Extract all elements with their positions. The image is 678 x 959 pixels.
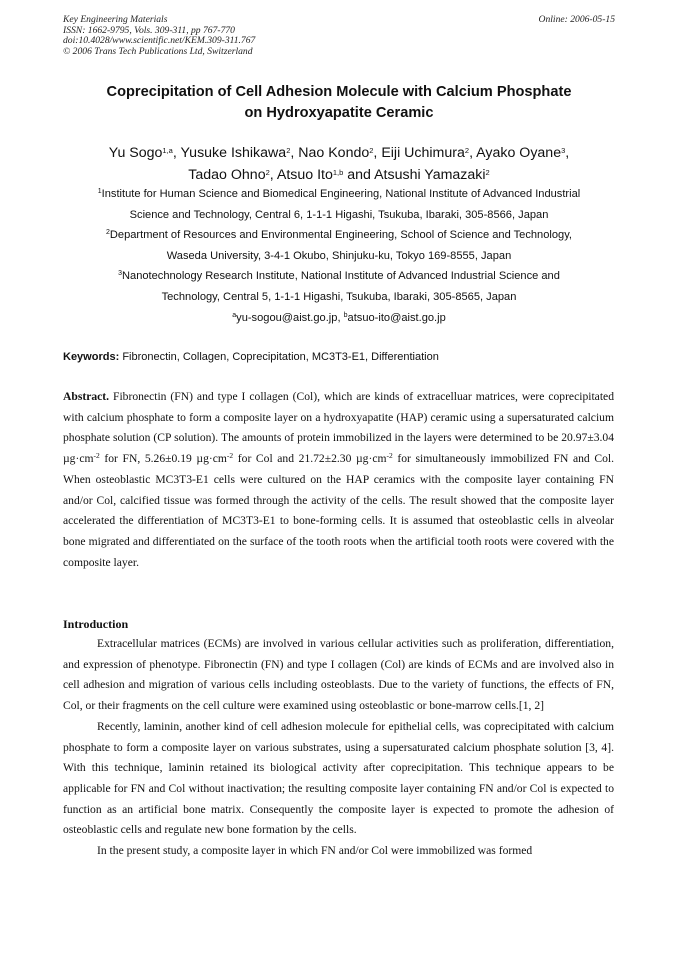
paragraph: Recently, laminin, another kind of cell adhesion molecule for epithelial cells, was coprecipitated with calcium phosphate to form a composite layer on various substrates, using a supersaturated calcium phosphate solution [3, 4]. With this technique, laminin retained its biological activity after coprecipitation. This technique appears to be applicable for FN and Col without inactivation; the resulting composite layer containing FN and/or Col is expected to function as an artificial bone matrix. Consequently the composite layer is expected to promote the adhesion of osteoblastic cells and regulate new bone formation by the cells. bbox=[63, 719, 614, 837]
author-separator: , bbox=[290, 145, 299, 161]
affiliation-3-line-2: Technology, Central 5, 1-1-1 Higashi, Tsukuba, Ibaraki, 305-8565, Japan bbox=[161, 290, 517, 303]
introduction-body bbox=[63, 634, 614, 862]
affiliation-2-line-2: Waseda University, 3-4-1 Okubo, Shinjuku-ku, Tokyo 169-8555, Japan bbox=[166, 249, 512, 262]
affiliation-1-line-1: $^1$Institute for Human Science and Biomedical Engineering, National Institute of Advanced Industrial bbox=[97, 188, 581, 200]
author-separator: , bbox=[565, 145, 570, 161]
author-separator: , bbox=[172, 145, 181, 161]
author-affiliation-mark: 2 bbox=[369, 145, 374, 155]
affiliation-mark: 1 bbox=[97, 188, 102, 196]
journal-header bbox=[63, 15, 615, 57]
author-affiliation-mark: 3 bbox=[561, 145, 566, 155]
author-name: Nao Kondo bbox=[298, 145, 370, 161]
affiliation-3-line-1: $^3$Nanotechnology Research Institute, National Institute of Advanced Industrial Science and bbox=[118, 270, 560, 283]
author-affiliation-mark: 1,b bbox=[332, 167, 344, 177]
author-affiliation-mark: 2 bbox=[464, 145, 470, 155]
author-affiliation-mark: 2 bbox=[485, 167, 490, 177]
doi-line[interactable]: doi:10.4028/www.scientific.net/KEM.309-311.767 bbox=[63, 35, 256, 47]
abstract-label: Abstract. bbox=[63, 390, 110, 403]
author-line-2 bbox=[30, 164, 648, 186]
title-line-1: Coprecipitation of Cell Adhesion Molecule with Calcium Phosphate bbox=[106, 84, 572, 100]
author-separator: and bbox=[343, 167, 375, 183]
author-name: Tadao Ohno bbox=[188, 167, 266, 183]
affiliations bbox=[40, 184, 638, 328]
paragraph: In the present study, a composite layer in which FN and/or Col were immobilized was formed bbox=[97, 844, 533, 858]
abstract: Abstract. Fibronectin (FN) and type I collagen (Col), which are kinds of extracelluar matrices, were coprecipitated with calcium phosphate to form a composite layer on a hydroxyapatite (HAP) ceramic using a supersaturated calcium phosphate solution (CP solution). The amounts of protein immobilized in the layers were determined to be 20.97±3.04 $\mu g\cdot cm^{-2}$ for FN, 5.26±0.19 $\mu g\cdot cm^{-2}$ for Col and 21.72±2.30 $\mu g\cdot cm^{-2}$ for simultaneously immobilized FN and Col. When osteoblastic MC3T3-E1 cells were cultured on the HAP ceramics with the composite layer containing FN and/or Col, calcified tissue was formed through the activity of the cells. The result showed that the composite layer accelerated the differentiation of MC3T3-E1 to bone-forming cells. It is assumed that osteoblastic cells in alveolar bone migrated and differentiated on the surface of the tooth roots when the artificial tooth roots were covered with the composite layer. bbox=[63, 390, 614, 569]
affiliation-1-line-2: Science and Technology, Central 6, 1-1-1 Higashi, Tsukuba, Ibaraki, 305-8566, Japan bbox=[129, 208, 549, 221]
affiliation-mark: 3 bbox=[118, 270, 123, 278]
keywords-label: Keywords: bbox=[63, 351, 120, 363]
title-line-2: on Hydroxyapatite Ceramic bbox=[244, 105, 434, 121]
author-name: Atsuo Ito bbox=[276, 167, 333, 183]
author-separator: , bbox=[269, 167, 277, 183]
author-list bbox=[30, 142, 648, 186]
author-name: Atsushi Yamazaki bbox=[374, 167, 486, 183]
email-a[interactable]: yu-sogou@aist.go.jp bbox=[236, 311, 338, 324]
journal-name: Key Engineering Materials bbox=[63, 14, 168, 25]
email-line: $^a$yu-sogou@aist.go.jp, $^b$atsuo-ito@aist.go.jp bbox=[232, 311, 446, 324]
copyright-line: © 2006 Trans Tech Publications Ltd, Switzerland bbox=[63, 45, 253, 57]
author-affiliation-mark: 1,a bbox=[162, 145, 173, 155]
issn-line: ISSN: 1662-9795, Vols. 309-311, pp 767-770 bbox=[63, 24, 235, 36]
affiliation-2-line-1: $^2$Department of Resources and Environmental Engineering, School of Science and Technology, bbox=[105, 229, 572, 242]
introduction-heading: Introduction bbox=[63, 617, 129, 631]
author-separator: , bbox=[469, 145, 477, 161]
author-name: Ayako Oyane bbox=[476, 145, 562, 161]
author-name: Eiji Uchimura bbox=[381, 145, 465, 161]
paragraph: Extracellular matrices (ECMs) are involved in various cellular activities such as proliferation, differentiation, and expression of phenotype. Fibronectin (FN) and type I collagen (Col) are kinds of ECMs and are involved also in cell adhesion and migration of various cells including osteoblasts. Due to the variety of functions, the effects of FN, Col, or their fragments on the cell culture were examined using osteoblastic or bone-marrow cells.[1, 2] bbox=[63, 637, 614, 713]
keywords-text: Fibronectin, Collagen, Coprecipitation, MC3T3-E1, Differentiation bbox=[122, 351, 439, 363]
keywords bbox=[63, 349, 439, 365]
author-affiliation-mark: 2 bbox=[286, 145, 291, 155]
author-name: Yu Sogo bbox=[108, 145, 163, 161]
author-line-1 bbox=[30, 142, 648, 164]
author-affiliation-mark: 2 bbox=[265, 167, 270, 177]
author-separator: , bbox=[373, 145, 382, 161]
email-b[interactable]: atsuo-ito@aist.go.jp bbox=[347, 311, 446, 324]
paper-title bbox=[40, 82, 638, 124]
affiliation-mark: 2 bbox=[105, 229, 110, 237]
online-date: Online: 2006-05-15 bbox=[538, 14, 615, 25]
author-name: Yusuke Ishikawa bbox=[180, 145, 287, 161]
